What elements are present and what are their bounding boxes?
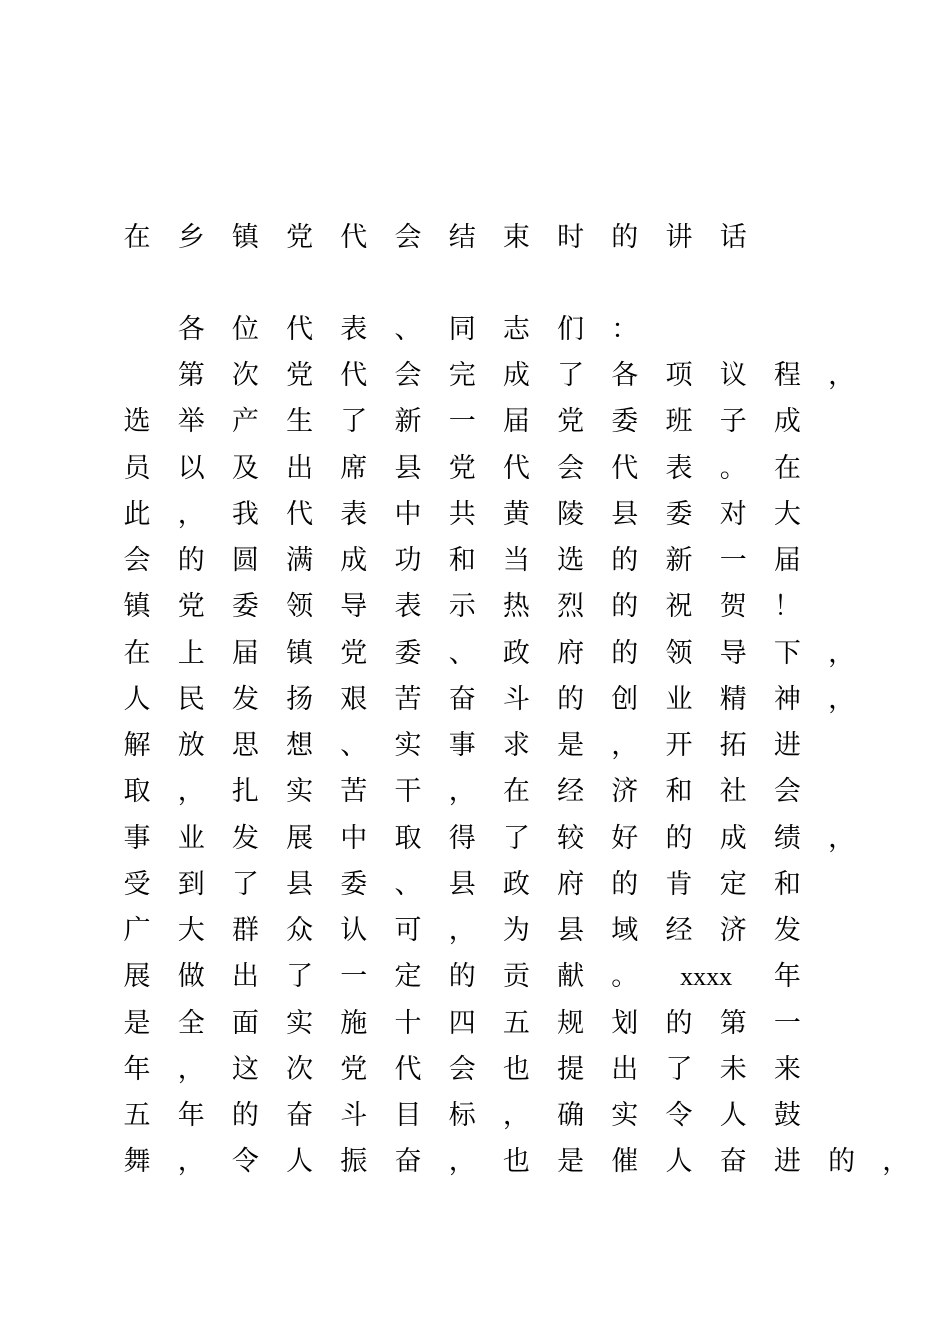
text-glyph: 取: [394, 823, 422, 854]
text-glyph: 和: [448, 545, 476, 576]
text-glyph: 表: [665, 453, 693, 484]
text-glyph: 下: [773, 638, 801, 669]
text-glyph: 结: [448, 222, 476, 253]
text-glyph: 目: [394, 1100, 422, 1131]
text-glyph: 第: [177, 360, 205, 391]
body-line: [0, 495, 950, 535]
text-glyph: 定: [719, 869, 747, 900]
text-glyph: 党: [448, 453, 476, 484]
text-glyph: 的: [231, 1100, 259, 1131]
text-glyph: ，: [177, 1054, 205, 1085]
text-glyph: ，: [448, 915, 476, 946]
text-glyph: 位: [231, 314, 259, 345]
text-glyph: 共: [448, 499, 476, 530]
text-glyph: 了: [286, 961, 314, 992]
text-glyph: 子: [719, 406, 747, 437]
text-glyph: 表: [340, 314, 368, 345]
body-line: [0, 1050, 950, 1090]
text-glyph: 表: [340, 499, 368, 530]
text-glyph: 年: [177, 1100, 205, 1131]
text-glyph: 的: [611, 591, 639, 622]
text-glyph: 奋: [719, 1146, 747, 1177]
text-glyph: 选: [123, 406, 151, 437]
text-glyph: 的: [828, 1146, 856, 1177]
text-glyph: 广: [123, 915, 151, 946]
body-line: [0, 911, 950, 951]
text-glyph: 业: [665, 684, 693, 715]
text-glyph: 认: [340, 915, 368, 946]
text-glyph: 发: [231, 823, 259, 854]
text-glyph: 也: [502, 1146, 530, 1177]
body-line: [0, 449, 950, 489]
text-glyph: 新: [394, 406, 422, 437]
text-glyph: 领: [286, 591, 314, 622]
text-glyph: 贺: [719, 591, 747, 622]
text-glyph: ，: [502, 1100, 530, 1131]
text-glyph: 振: [340, 1146, 368, 1177]
text-glyph: 确: [557, 1100, 585, 1131]
text-glyph: 乡: [177, 222, 205, 253]
text-glyph: 、: [340, 730, 368, 761]
text-glyph: 会: [773, 776, 801, 807]
text-glyph: ，: [611, 730, 639, 761]
text-glyph: 黄: [502, 499, 530, 530]
text-glyph: 时: [557, 222, 585, 253]
text-glyph: 一: [340, 961, 368, 992]
text-glyph: 次: [231, 360, 259, 391]
text-glyph: 委: [665, 499, 693, 530]
text-glyph: 五: [123, 1100, 151, 1131]
text-glyph: 艰: [340, 684, 368, 715]
text-glyph: 的: [557, 684, 585, 715]
text-glyph: 届: [502, 406, 530, 437]
text-glyph: 圆: [231, 545, 259, 576]
text-glyph: 面: [231, 1008, 259, 1039]
body-line: [0, 1142, 950, 1182]
text-glyph: 年: [123, 1054, 151, 1085]
text-glyph: 为: [502, 915, 530, 946]
text-glyph: 代: [340, 222, 368, 253]
text-glyph: 神: [773, 684, 801, 715]
text-glyph: 令: [231, 1146, 259, 1177]
text-glyph: 成: [502, 360, 530, 391]
text-glyph: 献: [557, 961, 585, 992]
text-glyph: 出: [286, 453, 314, 484]
text-glyph: 选: [557, 545, 585, 576]
text-glyph: 委: [611, 406, 639, 437]
text-glyph: 催: [611, 1146, 639, 1177]
text-glyph: 县: [611, 499, 639, 530]
text-glyph: 较: [557, 823, 585, 854]
text-glyph: 、: [394, 869, 422, 900]
text-glyph: 在: [123, 222, 151, 253]
text-glyph: 程: [773, 360, 801, 391]
text-glyph: 烈: [557, 591, 585, 622]
text-glyph: 及: [231, 453, 259, 484]
text-glyph: 施: [340, 1008, 368, 1039]
text-glyph: 府: [557, 869, 585, 900]
text-glyph: 届: [231, 638, 259, 669]
text-glyph: 成: [773, 406, 801, 437]
text-glyph: 党: [286, 360, 314, 391]
text-glyph: 席: [340, 453, 368, 484]
text-glyph: 代: [502, 453, 530, 484]
text-glyph: ，: [882, 1146, 910, 1177]
text-glyph: 全: [177, 1008, 205, 1039]
text-glyph: 济: [719, 915, 747, 946]
body-line: [0, 957, 950, 997]
text-glyph: 苦: [340, 776, 368, 807]
text-glyph: 斗: [340, 1100, 368, 1131]
text-glyph: 、: [448, 638, 476, 669]
text-glyph: 导: [719, 638, 747, 669]
text-glyph: 热: [502, 591, 530, 622]
text-glyph: 大: [177, 915, 205, 946]
text-glyph: 了: [340, 406, 368, 437]
text-glyph: 解: [123, 730, 151, 761]
body-line: [0, 1004, 950, 1044]
text-glyph: 新: [665, 545, 693, 576]
text-glyph: 一: [448, 406, 476, 437]
text-glyph: 经: [557, 776, 585, 807]
text-glyph: 社: [719, 776, 747, 807]
text-glyph: 奋: [394, 1146, 422, 1177]
text-glyph: 束: [502, 222, 530, 253]
text-glyph: 干: [394, 776, 422, 807]
text-glyph: 委: [394, 638, 422, 669]
text-glyph: 示: [448, 591, 476, 622]
body-line: [0, 680, 950, 720]
text-glyph: 成: [340, 545, 368, 576]
text-glyph: 斗: [502, 684, 530, 715]
text-glyph: 了: [557, 360, 585, 391]
text-glyph: 未: [719, 1054, 747, 1085]
text-glyph: 大: [773, 499, 801, 530]
text-glyph: 可: [394, 915, 422, 946]
text-glyph: ，: [177, 499, 205, 530]
text-glyph: 进: [773, 730, 801, 761]
text-glyph: 创: [611, 684, 639, 715]
text-glyph: 了: [231, 869, 259, 900]
text-glyph: 放: [177, 730, 205, 761]
text-glyph: 在: [502, 776, 530, 807]
text-glyph: 在: [773, 453, 801, 484]
text-glyph: 陵: [557, 499, 585, 530]
text-glyph: 来: [773, 1054, 801, 1085]
text-glyph: 各: [177, 314, 205, 345]
text-glyph: 政: [502, 869, 530, 900]
text-glyph: 令: [665, 1100, 693, 1131]
text-glyph: 精: [719, 684, 747, 715]
body-line: [0, 819, 950, 859]
text-glyph: 和: [773, 869, 801, 900]
text-glyph: 奋: [286, 1100, 314, 1131]
text-glyph: 出: [611, 1054, 639, 1085]
text-glyph: 和: [665, 776, 693, 807]
text-glyph: ，: [177, 776, 205, 807]
text-glyph: 是: [557, 1146, 585, 1177]
text-glyph: ！: [773, 591, 801, 622]
text-glyph: 民: [177, 684, 205, 715]
text-glyph: 众: [286, 915, 314, 946]
text-glyph: 成: [719, 823, 747, 854]
text-glyph: 的: [611, 545, 639, 576]
text-glyph: 的: [177, 545, 205, 576]
text-glyph: 人: [123, 684, 151, 715]
salutation: [0, 310, 950, 350]
text-glyph: 在: [123, 638, 151, 669]
text-glyph: 的: [665, 823, 693, 854]
text-glyph: 拓: [719, 730, 747, 761]
text-glyph: ，: [448, 776, 476, 807]
text-glyph: 党: [340, 1054, 368, 1085]
text-glyph: 党: [177, 591, 205, 622]
text-glyph: 实: [286, 1008, 314, 1039]
text-glyph: 议: [719, 360, 747, 391]
text-glyph: 们: [557, 314, 585, 345]
text-glyph: 表: [394, 591, 422, 622]
text-glyph: 的: [611, 638, 639, 669]
body-line: [0, 587, 950, 627]
text-glyph: 了: [502, 823, 530, 854]
text-glyph: 我: [231, 499, 259, 530]
text-glyph: 扬: [286, 684, 314, 715]
text-glyph: 生: [286, 406, 314, 437]
text-glyph: 发: [773, 915, 801, 946]
text-glyph: 代: [394, 1054, 422, 1085]
text-glyph: 实: [611, 1100, 639, 1131]
text-glyph: 人: [665, 1146, 693, 1177]
text-glyph: 定: [394, 961, 422, 992]
text-glyph: 四: [448, 1008, 476, 1039]
text-glyph: 。: [719, 453, 747, 484]
text-glyph: 奋: [448, 684, 476, 715]
text-glyph: 。: [611, 961, 639, 992]
text-glyph: 舞: [123, 1146, 151, 1177]
text-glyph: 事: [123, 823, 151, 854]
text-glyph: 代: [286, 499, 314, 530]
text-glyph: ，: [177, 1146, 205, 1177]
text-glyph: 人: [719, 1100, 747, 1131]
text-glyph: 实: [394, 730, 422, 761]
text-glyph: 提: [557, 1054, 585, 1085]
text-glyph: 项: [665, 360, 693, 391]
text-glyph: 会: [557, 453, 585, 484]
text-glyph: 届: [773, 545, 801, 576]
text-glyph: 功: [394, 545, 422, 576]
document-title: [0, 218, 950, 258]
text-glyph: 的: [611, 869, 639, 900]
body-line: [0, 865, 950, 905]
text-glyph: 代: [340, 360, 368, 391]
text-glyph: 同: [448, 314, 476, 345]
text-glyph: 群: [231, 915, 259, 946]
text-glyph: 镇: [123, 591, 151, 622]
text-glyph: 的: [448, 961, 476, 992]
text-glyph: 受: [123, 869, 151, 900]
text-glyph: 开: [665, 730, 693, 761]
text-glyph: 苦: [394, 684, 422, 715]
text-glyph: 取: [123, 776, 151, 807]
text-glyph: 县: [394, 453, 422, 484]
text-glyph: 一: [719, 545, 747, 576]
text-glyph: 中: [340, 823, 368, 854]
text-glyph: 进: [773, 1146, 801, 1177]
text-glyph: 第: [719, 1008, 747, 1039]
text-glyph: 代: [286, 314, 314, 345]
text-glyph: 镇: [286, 638, 314, 669]
text-glyph: 次: [286, 1054, 314, 1085]
text-glyph: 话: [719, 222, 747, 253]
text-glyph: 发: [231, 684, 259, 715]
text-glyph: ，: [828, 638, 856, 669]
text-glyph: 完: [448, 360, 476, 391]
text-glyph: 委: [340, 869, 368, 900]
text-glyph: 思: [231, 730, 259, 761]
text-glyph: 领: [665, 638, 693, 669]
text-glyph: 此: [123, 499, 151, 530]
body-line: [0, 634, 950, 674]
text-glyph: 中: [394, 499, 422, 530]
text-glyph: 县: [448, 869, 476, 900]
text-glyph: 是: [557, 730, 585, 761]
text-glyph: 贡: [502, 961, 530, 992]
text-glyph: ：: [611, 314, 639, 345]
text-glyph: 府: [557, 638, 585, 669]
text-glyph: 绩: [773, 823, 801, 854]
text-glyph: 五: [502, 1008, 530, 1039]
body-line: [0, 726, 950, 766]
text-glyph: 讲: [665, 222, 693, 253]
text-glyph: 域: [611, 915, 639, 946]
text-glyph: 祝: [665, 591, 693, 622]
text-glyph: 经: [665, 915, 693, 946]
text-glyph: 会: [394, 360, 422, 391]
body-line: [0, 772, 950, 812]
text-glyph: 以: [177, 453, 205, 484]
text-glyph: 班: [665, 406, 693, 437]
text-glyph: 扎: [231, 776, 259, 807]
text-glyph: 的: [611, 222, 639, 253]
text-glyph: ，: [828, 823, 856, 854]
text-glyph: 导: [340, 591, 368, 622]
text-glyph: 员: [123, 453, 151, 484]
text-glyph: 想: [286, 730, 314, 761]
text-glyph: 的: [665, 1008, 693, 1039]
text-glyph: 做: [177, 961, 205, 992]
text-glyph: 是: [123, 1008, 151, 1039]
text-glyph: ，: [448, 1146, 476, 1177]
text-glyph: 志: [502, 314, 530, 345]
text-glyph: 上: [177, 638, 205, 669]
text-glyph: 好: [611, 823, 639, 854]
text-glyph: 求: [502, 730, 530, 761]
text-glyph: 业: [177, 823, 205, 854]
text-glyph: 对: [719, 499, 747, 530]
text-glyph: 事: [448, 730, 476, 761]
text-glyph: 十: [394, 1008, 422, 1039]
text-glyph: 这: [231, 1054, 259, 1085]
body-line: [0, 402, 950, 442]
text-glyph: 一: [773, 1008, 801, 1039]
text-glyph: ，: [828, 684, 856, 715]
text-glyph: 实: [286, 776, 314, 807]
text-glyph: 、: [394, 314, 422, 345]
text-glyph: 举: [177, 406, 205, 437]
text-glyph: 各: [611, 360, 639, 391]
text-glyph: 县: [286, 869, 314, 900]
text-glyph: 出: [231, 961, 259, 992]
text-glyph: 满: [286, 545, 314, 576]
text-glyph: 展: [123, 961, 151, 992]
text-glyph: ，: [828, 360, 856, 391]
text-glyph: 到: [177, 869, 205, 900]
text-glyph: 了: [665, 1054, 693, 1085]
text-glyph: 县: [557, 915, 585, 946]
text-glyph: 展: [286, 823, 314, 854]
text-glyph: 年: [773, 961, 801, 992]
text-glyph: 会: [448, 1054, 476, 1085]
text-glyph: 当: [502, 545, 530, 576]
text-glyph: 得: [448, 823, 476, 854]
text-glyph: xxxx: [680, 962, 733, 991]
body-line: [0, 1096, 950, 1136]
text-glyph: 会: [394, 222, 422, 253]
text-glyph: 委: [231, 591, 259, 622]
text-glyph: 代: [611, 453, 639, 484]
text-glyph: 镇: [231, 222, 259, 253]
body-line: [0, 541, 950, 581]
text-glyph: 规: [557, 1008, 585, 1039]
text-glyph: 人: [286, 1146, 314, 1177]
text-glyph: 标: [448, 1100, 476, 1131]
body-line: [0, 356, 950, 396]
text-glyph: 划: [611, 1008, 639, 1039]
text-glyph: 济: [611, 776, 639, 807]
text-glyph: 党: [286, 222, 314, 253]
text-glyph: 党: [557, 406, 585, 437]
text-glyph: 也: [502, 1054, 530, 1085]
text-glyph: 肯: [665, 869, 693, 900]
text-glyph: 会: [123, 545, 151, 576]
text-glyph: 政: [502, 638, 530, 669]
text-glyph: 鼓: [773, 1100, 801, 1131]
text-glyph: 党: [340, 638, 368, 669]
text-glyph: 产: [231, 406, 259, 437]
